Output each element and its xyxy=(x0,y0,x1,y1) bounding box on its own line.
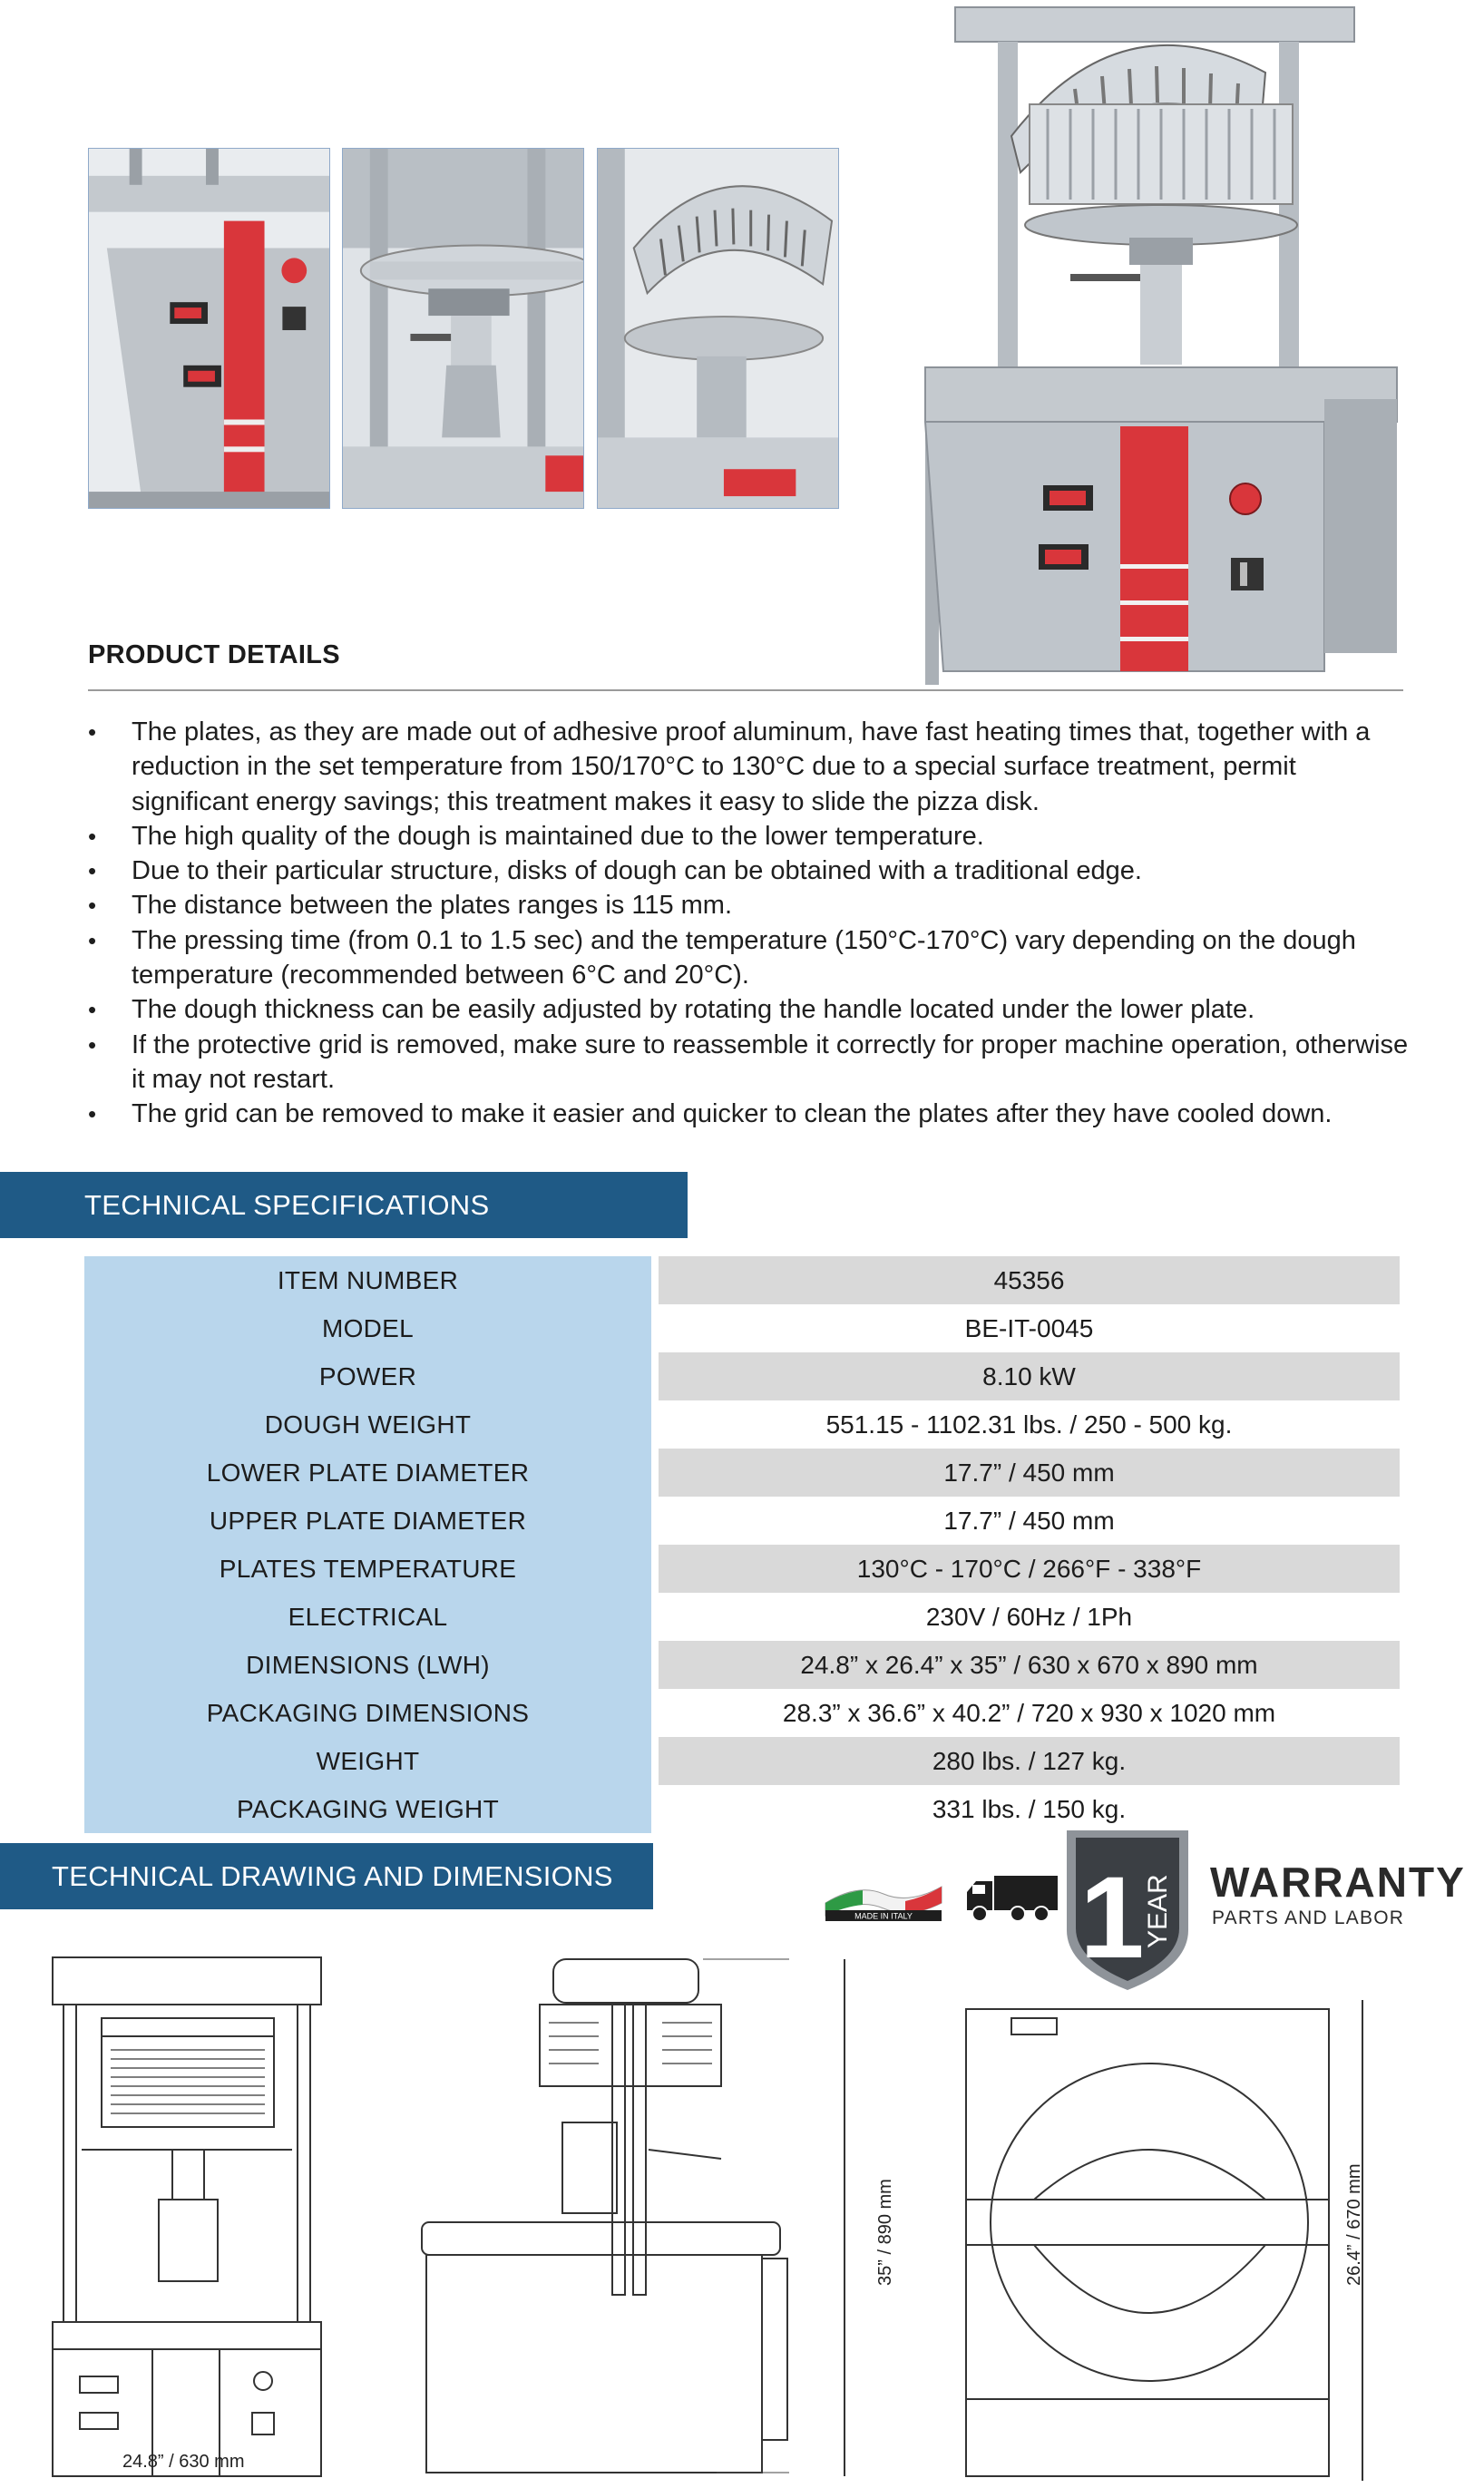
product-details-list xyxy=(88,715,1412,1132)
spec-value: 8.10 kW xyxy=(659,1352,1400,1400)
warranty-years: 1 xyxy=(1079,1853,1145,1983)
list-item: • The distance between the plates ranges is 115 mm. xyxy=(88,888,1412,922)
spec-value: 28.3” x 36.6” x 40.2” / 720 x 930 x 1020 mm xyxy=(659,1689,1400,1737)
thumbnail-control-panel xyxy=(88,148,330,509)
depth-dimension: 26.4” / 670 mm xyxy=(1344,2163,1364,2286)
warranty-title: WARRANTY xyxy=(1210,1859,1466,1906)
table-row xyxy=(84,1497,1400,1545)
list-item: • The plates, as they are made out of adhesive proof aluminum, have fast heating times that, together with a reduction in the set temperature from 150/170°C to 130°C due to a special surface treatment, permit significant energy savings; this treatment makes it easy to slide the pizza disk. xyxy=(88,715,1412,819)
spec-label: PACKAGING WEIGHT xyxy=(84,1785,651,1833)
made-in-italy-text: MADE IN ITALY xyxy=(854,1911,913,1921)
list-item: • The dough thickness can be easily adjusted by rotating the handle located under the lower plate. xyxy=(88,992,1412,1027)
table-row xyxy=(84,1785,1400,1833)
height-dimension: 35” / 890 mm xyxy=(875,2179,895,2286)
side-view-drawing xyxy=(399,1950,798,2481)
table-row xyxy=(84,1449,1400,1497)
table-row xyxy=(84,1256,1400,1304)
list-item: • Due to their particular structure, disks of dough can be obtained with a traditional edge. xyxy=(88,854,1412,888)
spec-label: PLATES TEMPERATURE xyxy=(84,1545,651,1593)
table-row xyxy=(84,1352,1400,1400)
divider xyxy=(88,689,1403,691)
front-view-drawing xyxy=(45,1950,336,2481)
list-item: • The pressing time (from 0.1 to 1.5 sec) and the temperature (150°C-170°C) vary depending on the dough temperature (recommended between 6°C and 20°C). xyxy=(88,923,1412,993)
table-row xyxy=(84,1593,1400,1641)
spec-label: ELECTRICAL xyxy=(84,1593,651,1641)
spec-value: 331 lbs. / 150 kg. xyxy=(659,1785,1400,1833)
spec-label: PACKAGING DIMENSIONS xyxy=(84,1689,651,1737)
warranty-shield-icon xyxy=(1059,1821,1196,1994)
spec-value: 45356 xyxy=(659,1256,1400,1304)
product-details-title: PRODUCT DETAILS xyxy=(88,640,340,669)
truck-icon xyxy=(963,1868,1061,1925)
made-in-italy-badge xyxy=(822,1876,945,1921)
spec-table xyxy=(84,1256,1400,1833)
warranty-subtitle: PARTS AND LABOR xyxy=(1212,1907,1405,1928)
spec-value: 551.15 - 1102.31 lbs. / 250 - 500 kg. xyxy=(659,1400,1400,1449)
tech-drawing-title: TECHNICAL DRAWING AND DIMENSIONS xyxy=(52,1859,613,1892)
top-view-drawing xyxy=(957,2000,1347,2481)
thumbnail-plate-handle xyxy=(342,148,584,509)
list-item: • The high quality of the dough is maintained due to the lower temperature. xyxy=(88,819,1412,854)
spec-label: DIMENSIONS (LWH) xyxy=(84,1641,651,1689)
spec-label: LOWER PLATE DIAMETER xyxy=(84,1449,651,1497)
list-item: • The grid can be removed to make it easier and quicker to clean the plates after they have cooled down. xyxy=(88,1097,1412,1131)
spec-label: DOUGH WEIGHT xyxy=(84,1400,651,1449)
warranty-unit: YEAR xyxy=(1143,1874,1173,1948)
table-row xyxy=(84,1641,1400,1689)
spec-value: 17.7” / 450 mm xyxy=(659,1497,1400,1545)
height-dimension-line xyxy=(840,1959,849,2476)
spec-value: 130°C - 170°C / 266°F - 338°F xyxy=(659,1545,1400,1593)
thumbnail-protective-grid xyxy=(597,148,839,509)
table-row xyxy=(84,1689,1400,1737)
table-row xyxy=(84,1737,1400,1785)
table-row xyxy=(84,1545,1400,1593)
list-item: • If the protective grid is removed, make sure to reassemble it correctly for proper machine operation, otherwise it may not restart. xyxy=(88,1028,1412,1098)
table-row xyxy=(84,1304,1400,1352)
tech-specs-title: TECHNICAL SPECIFICATIONS xyxy=(84,1188,490,1221)
spec-value: 24.8” x 26.4” x 35” / 630 x 670 x 890 mm xyxy=(659,1641,1400,1689)
tech-specs-header xyxy=(0,1172,688,1238)
spec-value: 280 lbs. / 127 kg. xyxy=(659,1737,1400,1785)
spec-value: BE-IT-0045 xyxy=(659,1304,1400,1352)
table-row xyxy=(84,1400,1400,1449)
spec-value: 17.7” / 450 mm xyxy=(659,1449,1400,1497)
width-dimension: 24.8” / 630 mm xyxy=(122,2452,245,2472)
tech-drawing-header xyxy=(0,1843,653,1909)
spec-label: WEIGHT xyxy=(84,1737,651,1785)
spec-label: ITEM NUMBER xyxy=(84,1256,651,1304)
spec-label: MODEL xyxy=(84,1304,651,1352)
product-image xyxy=(903,0,1429,707)
spec-value: 230V / 60Hz / 1Ph xyxy=(659,1593,1400,1641)
spec-label: UPPER PLATE DIAMETER xyxy=(84,1497,651,1545)
spec-label: POWER xyxy=(84,1352,651,1400)
